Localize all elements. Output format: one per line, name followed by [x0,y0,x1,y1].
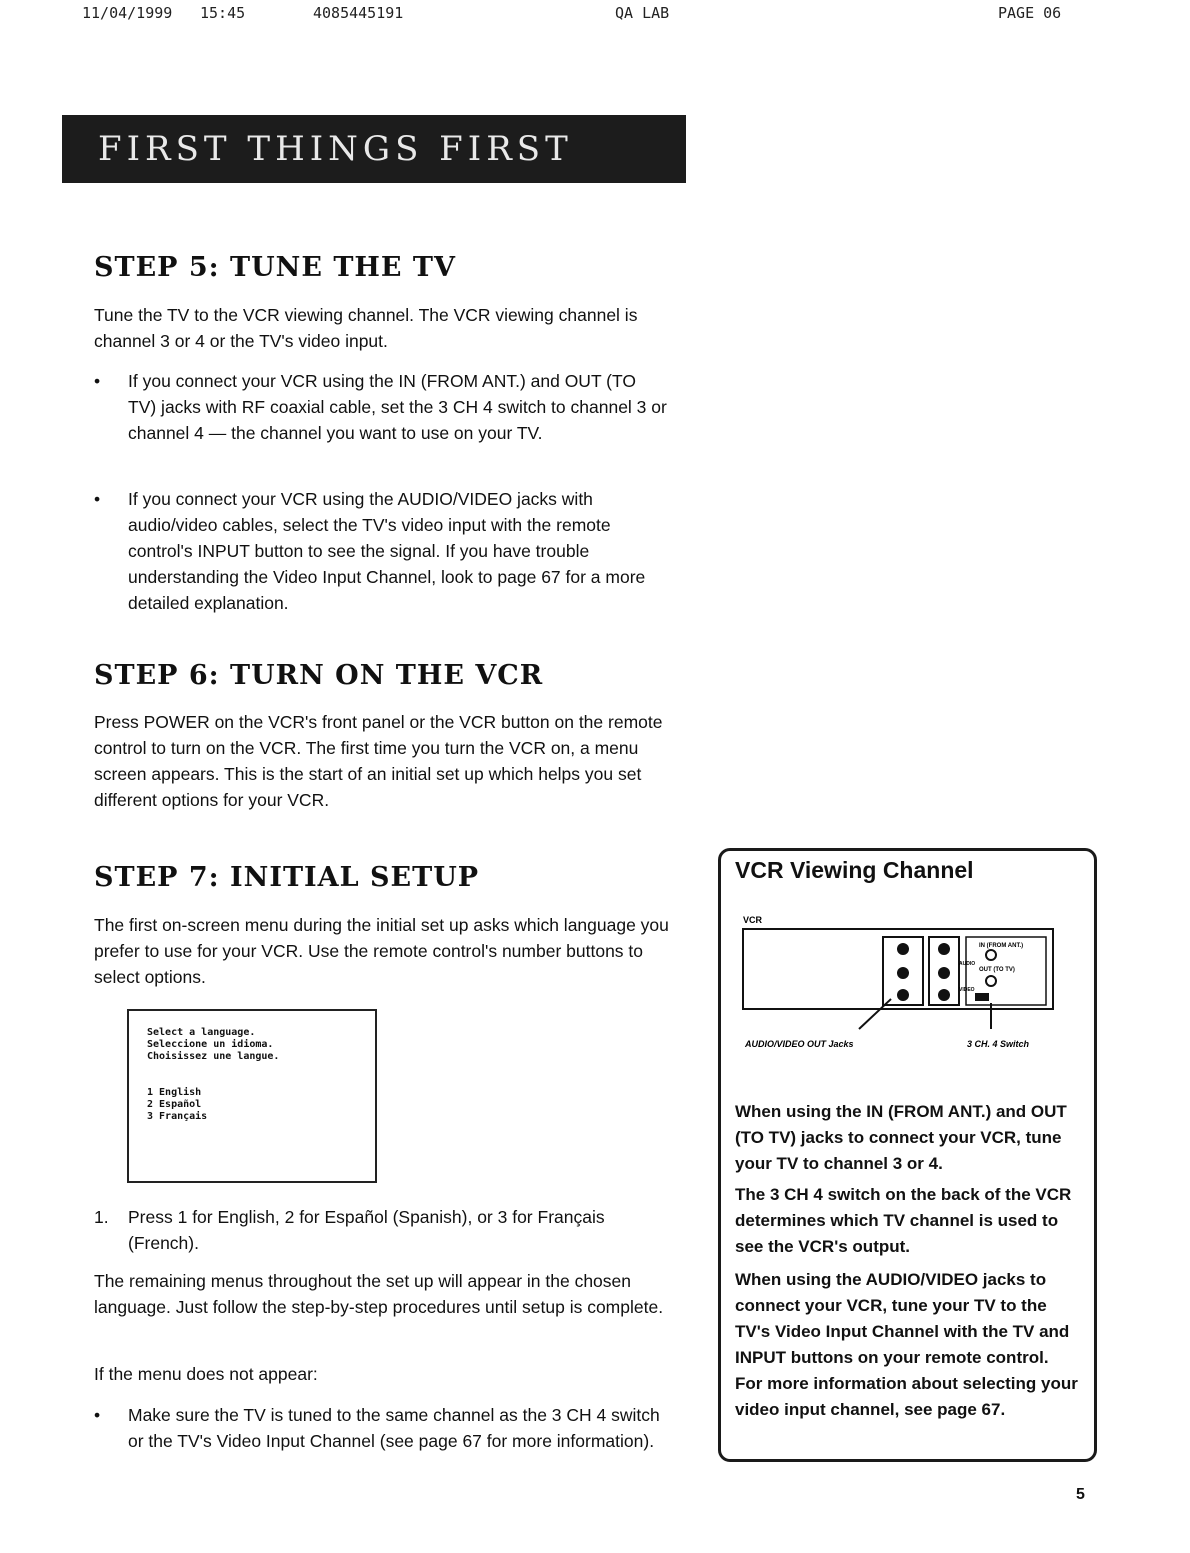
sidebar-title: VCR Viewing Channel [735,857,974,883]
step-number: 1. [94,1207,109,1227]
jack-label-out: OUT (TO TV) [979,967,1015,973]
menu-prompt-english: Select a language. [147,1027,256,1038]
sidebar-para-3: When using the AUDIO/VIDEO jacks to connect your VCR, tune your TV to the TV's Video Input Channel with the TV and INPUT buttons on your remote control. For more information about selecting your video input channel, see page 67. [735,1270,1078,1419]
step7-heading: STEP 7: INITIAL SETUP [94,862,480,893]
step5-bullet-2: If you connect your VCR using the AUDIO/VIDEO jacks with audio/video cables, select the TV's video input with the remote control's INPUT button to see the signal. If you have trouble understanding the Video Input Channel, look to page 67 for a more detailed explanation. [128,489,646,613]
jack-icon [938,967,950,979]
vcr-back-panel-diagram [741,909,1071,1057]
callout-line-av [859,999,891,1029]
bullet-icon: • [94,371,101,391]
callout-switch: 3 CH. 4 Switch [967,1039,1030,1049]
no-menu-label: If the menu does not appear: [94,1364,318,1384]
menu-option-1: 1 English [147,1087,202,1098]
step7-remaining: The remaining menus throughout the set up will appear in the chosen language. Just follow the step-by-step procedures until setup is complete. [94,1271,664,1317]
bullet-icon: • [94,489,101,509]
jack-label-audio: AUDIO [959,961,976,967]
jack-icon [897,943,909,955]
step6-body: Press POWER on the VCR's front panel or the VCR button on the remote control to turn on the VCR. The first time you turn the VCR on, a menu screen appears. This is the start of an initial set up which helps you set different options for your VCR. [94,712,663,810]
fax-lab: QA LAB [615,4,670,22]
step6-heading: STEP 6: TURN ON THE VCR [94,660,544,691]
menu-prompt-spanish: Seleccione un idioma. [147,1039,274,1050]
sidebar-para-2: The 3 CH 4 switch on the back of the VCR determines which TV channel is used to see the VCR's output. [735,1185,1072,1256]
no-menu-bullet: Make sure the TV is tuned to the same channel as the 3 CH 4 switch or the TV's Video Input Channel (see page 67 for more information). [128,1405,660,1451]
jack-icon [938,943,950,955]
channel-switch-icon [975,993,989,1001]
menu-option-2: 2 Español [147,1099,202,1110]
callout-av-jacks: AUDIO/VIDEO OUT Jacks [745,1039,854,1049]
language-menu-screen [127,1009,377,1183]
menu-option-3: 3 Français [147,1111,208,1122]
fax-date: 11/04/1999 [82,4,173,22]
step7-step1-text: Press 1 for English, 2 for Español (Spanish), or 3 for Français (French). [128,1207,605,1253]
step5-bullet-1: If you connect your VCR using the IN (FROM ANT.) and OUT (TO TV) jacks with RF coaxial cable, set the 3 CH 4 switch to channel 3 or channel 4 — the channel you want to use on your TV. [128,371,667,443]
vcr-label: VCR [743,915,763,925]
sidebar-para-1: When using the IN (FROM ANT.) and OUT (TO TV) jacks to connect your VCR, tune your TV to channel 3 or 4. [735,1102,1067,1173]
sidebar-box [718,848,1097,1462]
step5-intro: Tune the TV to the VCR viewing channel. The VCR viewing channel is channel 3 or 4 or the TV's video input. [94,305,638,351]
fax-header [0,2,1190,24]
fax-phone: 4085445191 [313,4,404,22]
page-number: 5 [1076,1486,1085,1503]
jack-label-video: VIDEO [959,987,975,993]
coax-out-icon [986,976,996,986]
banner-title: FIRST THINGS FIRST [98,129,573,169]
jack-icon [897,989,909,1001]
fax-time: 15:45 [200,4,246,22]
bullet-icon: • [94,1405,101,1425]
jack-icon [938,989,950,1001]
section-banner [62,115,686,183]
step5-heading: STEP 5: TUNE THE TV [94,252,456,283]
fax-page: PAGE 06 [998,4,1062,22]
menu-prompt-french: Choisissez une langue. [147,1051,280,1062]
coax-in-icon [986,950,996,960]
jack-label-in: IN (FROM ANT.) [979,943,1024,949]
jack-icon [897,967,909,979]
step7-intro: The first on-screen menu during the initial set up asks which language you prefer to use for your VCR. Use the remote control's number buttons to select options. [94,915,669,987]
